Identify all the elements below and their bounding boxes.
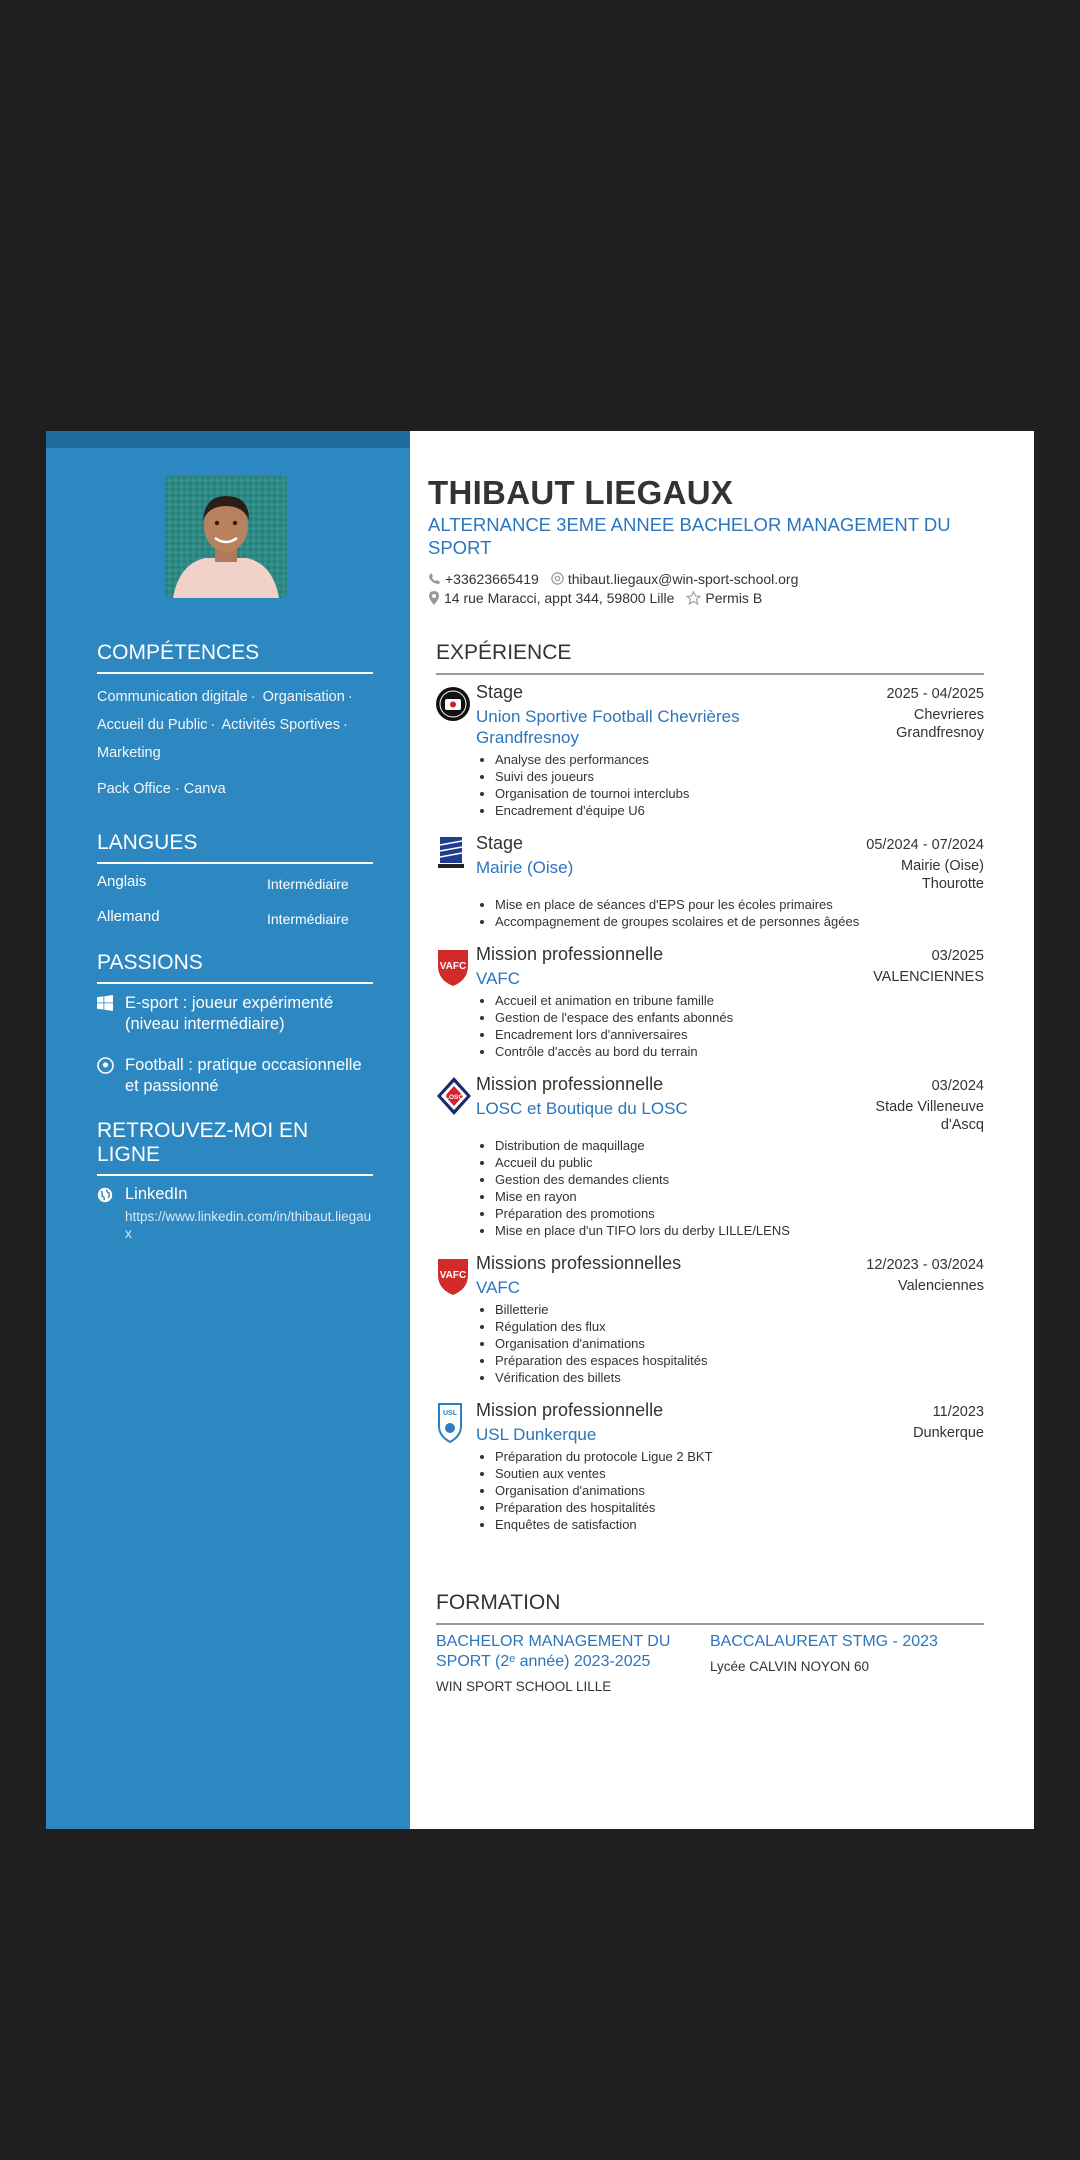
bullet-item: • Régulation des flux bbox=[495, 1318, 984, 1335]
profile-photo bbox=[165, 476, 287, 598]
experience-bullets bbox=[476, 1301, 984, 1386]
losc-logo bbox=[436, 1074, 476, 1239]
formation-section bbox=[436, 1591, 984, 1694]
email-address: thibaut.liegaux@win-sport-school.org bbox=[567, 570, 799, 587]
skill-item: Activités Sportives bbox=[221, 717, 340, 733]
experience-item bbox=[436, 833, 984, 930]
tool-item: Pack Office bbox=[97, 781, 171, 797]
main-content bbox=[410, 431, 1034, 1829]
bullet-item: • Préparation du protocole Ligue 2 BKT bbox=[495, 1448, 984, 1465]
experience-item bbox=[436, 1074, 984, 1239]
language-row bbox=[97, 873, 373, 892]
experience-location: VALENCIENNES bbox=[873, 969, 984, 985]
star-icon bbox=[686, 591, 701, 605]
experience-date: 03/2025 bbox=[931, 948, 984, 964]
experience-bullets bbox=[476, 751, 984, 819]
tools-list: Pack Office · Canva bbox=[97, 781, 226, 797]
svg-text:USL: USL bbox=[443, 1410, 457, 1417]
online-title: RETROUVEZ-MOI EN LIGNE bbox=[97, 1119, 373, 1176]
bullet-item: • Mise en rayon bbox=[495, 1188, 984, 1205]
experience-location: Dunkerque bbox=[913, 1425, 984, 1441]
experience-date: 12/2023 - 03/2024 bbox=[866, 1257, 984, 1273]
formation-item bbox=[436, 1632, 710, 1694]
bullet-item: • Distribution de maquillage bbox=[495, 1137, 984, 1154]
language-level: Intermédiaire bbox=[267, 876, 349, 892]
language-name: Anglais bbox=[97, 873, 147, 890]
address-contact bbox=[428, 590, 674, 606]
skill-item: Organisation bbox=[262, 689, 345, 705]
phone-contact[interactable] bbox=[428, 571, 539, 587]
skill-item: Accueil du Public bbox=[97, 717, 208, 733]
link-label[interactable]: LinkedIn bbox=[125, 1185, 188, 1203]
experience-role: Stage bbox=[476, 833, 524, 853]
languages-title: LANGUES bbox=[97, 831, 373, 864]
formation-title: FORMATION bbox=[436, 1591, 984, 1625]
sidebar bbox=[46, 431, 410, 1829]
bullet-item: • Contrôle d'accès au bord du terrain bbox=[495, 1043, 984, 1060]
contact-info bbox=[428, 569, 810, 607]
svg-text:VAFC: VAFC bbox=[439, 1270, 467, 1281]
svg-text:LOSC: LOSC bbox=[444, 1094, 464, 1101]
skills-title: COMPÉTENCES bbox=[97, 641, 373, 674]
skill-item: Communication digitale bbox=[97, 689, 248, 705]
formation-school: Lycée CALVIN NOYON 60 bbox=[710, 1659, 870, 1674]
bullet-item: • Gestion de l'espace des enfants abonnés bbox=[495, 1009, 984, 1026]
passion-item bbox=[97, 993, 373, 1035]
language-row bbox=[97, 908, 373, 927]
experience-role: Mission professionnelle bbox=[476, 1074, 664, 1094]
usl-dunkerque-logo bbox=[436, 1400, 476, 1533]
experience-date: 11/2023 bbox=[932, 1404, 984, 1420]
experience-company: VAFC bbox=[476, 1278, 521, 1297]
language-name: Allemand bbox=[97, 908, 160, 925]
union-sportive-logo bbox=[436, 682, 476, 819]
license: Permis B bbox=[705, 589, 763, 606]
language-level: Intermédiaire bbox=[267, 911, 349, 927]
sidebar-top-band bbox=[46, 431, 410, 448]
bullet-item: • Préparation des hospitalités bbox=[495, 1499, 984, 1516]
bullet-item: • Organisation de tournoi interclubs bbox=[495, 785, 984, 802]
bullet-item: • Vérification des billets bbox=[495, 1369, 984, 1386]
bullet-item: • Préparation des espaces hospitalités bbox=[495, 1352, 984, 1369]
bullet-item: • Organisation d'animations bbox=[495, 1482, 984, 1499]
experience-item bbox=[436, 682, 984, 819]
bullet-item: • Billetterie bbox=[495, 1301, 984, 1318]
passion-text: Football : pratique occasionnelle et passionné bbox=[125, 1056, 362, 1095]
globe-icon bbox=[97, 1185, 125, 1242]
phone-icon bbox=[428, 572, 441, 585]
experience-bullets bbox=[476, 992, 984, 1060]
vafc-logo bbox=[436, 944, 476, 1060]
at-icon bbox=[551, 572, 564, 585]
location-pin-icon bbox=[428, 591, 440, 605]
experience-company: Union Sportive Football Chevrières Grandfresnoy bbox=[476, 707, 740, 747]
experience-date: 2025 - 04/2025 bbox=[886, 686, 984, 702]
bullet-item: • Encadrement d'équipe U6 bbox=[495, 802, 984, 819]
bullet-item: • Soutien aux ventes bbox=[495, 1465, 984, 1482]
experience-company: LOSC et Boutique du LOSC bbox=[476, 1099, 688, 1118]
experience-date: 05/2024 - 07/2024 bbox=[866, 837, 984, 853]
windows-icon bbox=[97, 993, 125, 1035]
formation-school: WIN SPORT SCHOOL LILLE bbox=[436, 1679, 612, 1694]
experience-location: Valenciennes bbox=[898, 1278, 984, 1294]
skills-list: Communication digitale · Organisation · Accueil du Public · Activités Sportives · Marketing bbox=[97, 689, 353, 761]
experience-location: Chevrieres Grandfresnoy bbox=[896, 707, 984, 741]
bullet-item: • Suivi des joueurs bbox=[495, 768, 984, 785]
email-contact[interactable] bbox=[551, 571, 799, 587]
passions-title: PASSIONS bbox=[97, 951, 373, 984]
experience-role: Mission professionnelle bbox=[476, 1400, 664, 1420]
experience-title: EXPÉRIENCE bbox=[436, 641, 984, 675]
passion-item bbox=[97, 1055, 373, 1097]
experience-section bbox=[436, 641, 984, 1533]
experience-role: Mission professionnelle bbox=[476, 944, 664, 964]
experience-company: USL Dunkerque bbox=[476, 1425, 597, 1444]
bullet-item: • Accueil et animation en tribune famille bbox=[495, 992, 984, 1009]
bullet-item: • Préparation des promotions bbox=[495, 1205, 984, 1222]
passion-text: E-sport : joueur expérimenté (niveau intermédiaire) bbox=[125, 994, 334, 1033]
skill-item: Marketing bbox=[97, 745, 161, 761]
link-item[interactable] bbox=[97, 1185, 373, 1242]
experience-bullets bbox=[476, 896, 984, 930]
bullet-item: • Mise en place de séances d'EPS pour les écoles primaires bbox=[495, 896, 984, 913]
tool-item: Canva bbox=[183, 781, 226, 797]
experience-company: VAFC bbox=[476, 969, 521, 988]
experience-item bbox=[436, 1400, 984, 1533]
bullet-item: • Organisation d'animations bbox=[495, 1335, 984, 1352]
experience-item bbox=[436, 1253, 984, 1386]
license-contact bbox=[686, 590, 762, 606]
bullet-item: • Gestion des demandes clients bbox=[495, 1171, 984, 1188]
resume-page bbox=[46, 431, 1034, 1829]
bullet-item: • Accueil du public bbox=[495, 1154, 984, 1171]
candidate-name: THIBAUT LIEGAUX bbox=[428, 474, 734, 511]
bullet-item: • Accompagnement de groupes scolaires et de personnes âgées bbox=[495, 913, 984, 930]
bullet-item: • Mise en place d'un TIFO lors du derby LILLE/LENS bbox=[495, 1222, 984, 1239]
experience-bullets bbox=[476, 1448, 984, 1533]
experience-location: Mairie (Oise) Thourotte bbox=[901, 858, 984, 892]
formation-item bbox=[710, 1632, 984, 1694]
experience-bullets bbox=[476, 1137, 984, 1239]
experience-company: Mairie (Oise) bbox=[476, 858, 574, 877]
formation-degree: BACCALAUREAT STMG - 2023 bbox=[710, 1633, 938, 1650]
bullet-item: • Enquêtes de satisfaction bbox=[495, 1516, 984, 1533]
experience-item bbox=[436, 944, 984, 1060]
bullet-item: • Encadrement lors d'anniversaires bbox=[495, 1026, 984, 1043]
address: 14 rue Maracci, appt 344, 59800 Lille bbox=[444, 589, 675, 606]
link-url[interactable]: https://www.linkedin.com/in/thibaut.liegaux bbox=[125, 1209, 372, 1241]
svg-text:VAFC: VAFC bbox=[439, 961, 467, 972]
soccer-ball-icon bbox=[97, 1055, 125, 1097]
experience-location: Stade Villeneuve d'Ascq bbox=[875, 1099, 984, 1133]
formation-degree: BACHELOR MANAGEMENT DU SPORT (2ᵉ année) 2023-2025 bbox=[436, 1633, 671, 1670]
vafc-logo bbox=[436, 1253, 476, 1386]
mairie-logo bbox=[436, 833, 476, 930]
experience-date: 03/2024 bbox=[931, 1078, 984, 1094]
experience-role: Missions professionnelles bbox=[476, 1253, 682, 1273]
bullet-item: • Analyse des performances bbox=[495, 751, 984, 768]
experience-role: Stage bbox=[476, 682, 524, 702]
phone-number: +33623665419 bbox=[445, 570, 539, 587]
headline: ALTERNANCE 3EME ANNEE BACHELOR MANAGEMENT DU SPORT bbox=[428, 514, 951, 558]
